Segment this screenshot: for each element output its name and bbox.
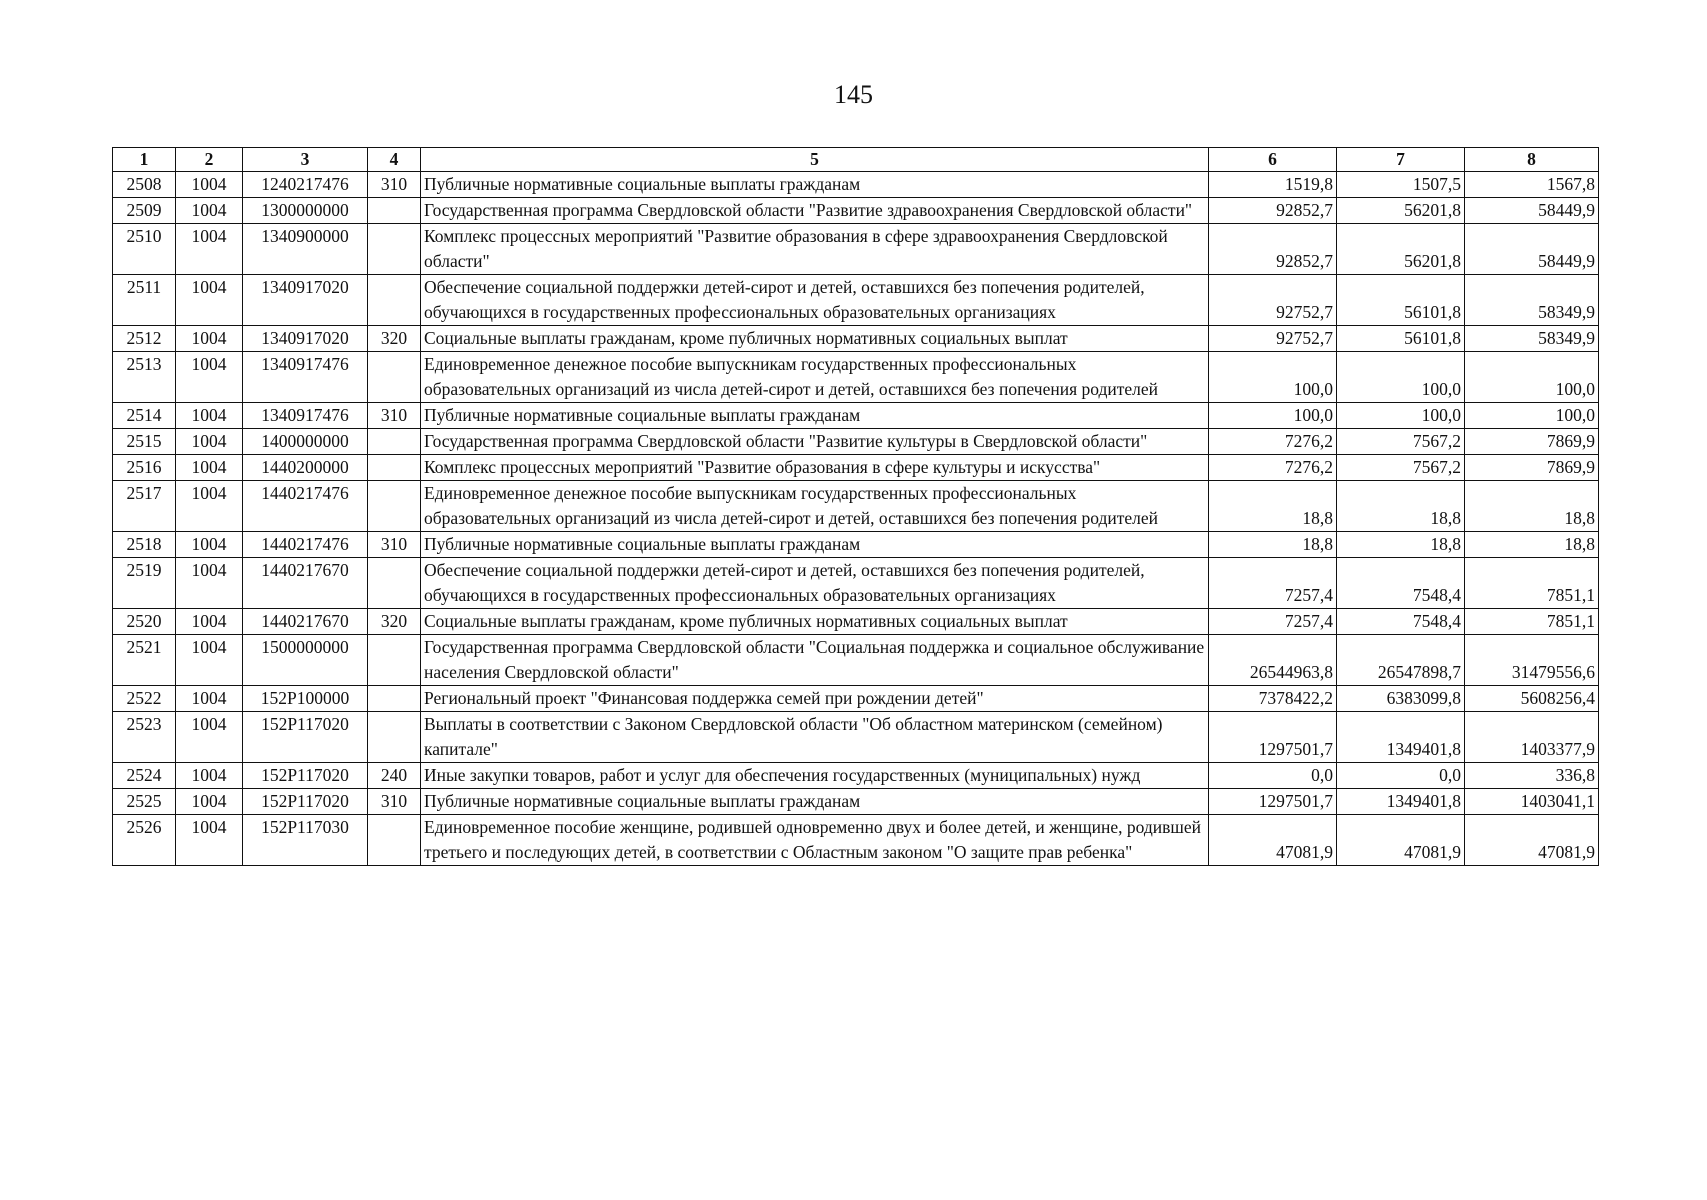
- amount-year-2-cell: 56101,8: [1337, 326, 1465, 352]
- table-row: [113, 403, 1599, 429]
- expense-type-cell: 310: [368, 789, 421, 815]
- section-code-cell: 1004: [176, 532, 243, 558]
- item-name-cell: Выплаты в соответствии с Законом Свердловской области "Об областном материнском (семейном) капитале": [421, 712, 1209, 763]
- table-row: [113, 609, 1599, 635]
- row-number-cell: 2516: [113, 455, 176, 481]
- amount-year-1-cell: 92752,7: [1209, 326, 1337, 352]
- amount-year-3-cell: 7851,1: [1465, 558, 1599, 609]
- amount-year-2-cell: 7567,2: [1337, 429, 1465, 455]
- item-name-cell: Единовременное денежное пособие выпускникам государственных профессиональных образовательных организаций из числа детей-сирот и детей, оставшихся без попечения родителей: [421, 352, 1209, 403]
- row-number-cell: 2525: [113, 789, 176, 815]
- expense-type-cell: 310: [368, 532, 421, 558]
- expense-type-cell: [368, 198, 421, 224]
- amount-year-2-cell: 47081,9: [1337, 815, 1465, 866]
- item-name-cell: Публичные нормативные социальные выплаты гражданам: [421, 532, 1209, 558]
- table-row: [113, 172, 1599, 198]
- header-col-4: 4: [368, 148, 421, 172]
- header-col-2: 2: [176, 148, 243, 172]
- amount-year-2-cell: 1349401,8: [1337, 789, 1465, 815]
- amount-year-2-cell: 1349401,8: [1337, 712, 1465, 763]
- header-col-6: 6: [1209, 148, 1337, 172]
- amount-year-3-cell: 47081,9: [1465, 815, 1599, 866]
- expense-type-cell: [368, 429, 421, 455]
- item-name-cell: Публичные нормативные социальные выплаты гражданам: [421, 403, 1209, 429]
- target-article-cell: 152P117030: [243, 815, 368, 866]
- amount-year-1-cell: 7276,2: [1209, 455, 1337, 481]
- target-article-cell: 152P100000: [243, 686, 368, 712]
- header-col-7: 7: [1337, 148, 1465, 172]
- amount-year-3-cell: 31479556,6: [1465, 635, 1599, 686]
- amount-year-1-cell: 7378422,2: [1209, 686, 1337, 712]
- amount-year-1-cell: 0,0: [1209, 763, 1337, 789]
- expense-type-cell: 240: [368, 763, 421, 789]
- row-number-cell: 2518: [113, 532, 176, 558]
- section-code-cell: 1004: [176, 172, 243, 198]
- amount-year-3-cell: 336,8: [1465, 763, 1599, 789]
- section-code-cell: 1004: [176, 481, 243, 532]
- amount-year-1-cell: 1297501,7: [1209, 712, 1337, 763]
- section-code-cell: 1004: [176, 712, 243, 763]
- target-article-cell: 1340917476: [243, 352, 368, 403]
- item-name-cell: Комплекс процессных мероприятий "Развитие образования в сфере культуры и искусства": [421, 455, 1209, 481]
- header-col-1: 1: [113, 148, 176, 172]
- section-code-cell: 1004: [176, 558, 243, 609]
- section-code-cell: 1004: [176, 635, 243, 686]
- amount-year-3-cell: 58349,9: [1465, 326, 1599, 352]
- item-name-cell: Социальные выплаты гражданам, кроме публичных нормативных социальных выплат: [421, 326, 1209, 352]
- target-article-cell: 152P117020: [243, 763, 368, 789]
- amount-year-2-cell: 7548,4: [1337, 609, 1465, 635]
- header-col-8: 8: [1465, 148, 1599, 172]
- amount-year-1-cell: 92752,7: [1209, 275, 1337, 326]
- amount-year-2-cell: 100,0: [1337, 403, 1465, 429]
- section-code-cell: 1004: [176, 763, 243, 789]
- amount-year-1-cell: 1297501,7: [1209, 789, 1337, 815]
- table-row: [113, 481, 1599, 532]
- amount-year-1-cell: 18,8: [1209, 532, 1337, 558]
- target-article-cell: 152P117020: [243, 712, 368, 763]
- row-number-cell: 2515: [113, 429, 176, 455]
- row-number-cell: 2523: [113, 712, 176, 763]
- amount-year-3-cell: 58449,9: [1465, 198, 1599, 224]
- target-article-cell: 1400000000: [243, 429, 368, 455]
- table-row: [113, 224, 1599, 275]
- section-code-cell: 1004: [176, 815, 243, 866]
- item-name-cell: Государственная программа Свердловской области "Развитие культуры в Свердловской области": [421, 429, 1209, 455]
- expense-type-cell: [368, 275, 421, 326]
- section-code-cell: 1004: [176, 429, 243, 455]
- section-code-cell: 1004: [176, 198, 243, 224]
- item-name-cell: Обеспечение социальной поддержки детей-сирот и детей, оставшихся без попечения родителей, обучающихся в государственных профессиональных образовательных организациях: [421, 558, 1209, 609]
- row-number-cell: 2526: [113, 815, 176, 866]
- amount-year-3-cell: 18,8: [1465, 532, 1599, 558]
- amount-year-1-cell: 47081,9: [1209, 815, 1337, 866]
- amount-year-3-cell: 5608256,4: [1465, 686, 1599, 712]
- expense-type-cell: [368, 686, 421, 712]
- table-row: [113, 429, 1599, 455]
- target-article-cell: 152P117020: [243, 789, 368, 815]
- amount-year-3-cell: 58449,9: [1465, 224, 1599, 275]
- amount-year-3-cell: 100,0: [1465, 403, 1599, 429]
- amount-year-1-cell: 1519,8: [1209, 172, 1337, 198]
- item-name-cell: Публичные нормативные социальные выплаты гражданам: [421, 789, 1209, 815]
- header-col-5: 5: [421, 148, 1209, 172]
- target-article-cell: 1440200000: [243, 455, 368, 481]
- amount-year-2-cell: 56201,8: [1337, 198, 1465, 224]
- amount-year-2-cell: 100,0: [1337, 352, 1465, 403]
- row-number-cell: 2509: [113, 198, 176, 224]
- expense-type-cell: [368, 712, 421, 763]
- table-header-row: [113, 148, 1599, 172]
- amount-year-3-cell: 1567,8: [1465, 172, 1599, 198]
- expense-type-cell: [368, 455, 421, 481]
- amount-year-3-cell: 1403377,9: [1465, 712, 1599, 763]
- target-article-cell: 1340917020: [243, 326, 368, 352]
- item-name-cell: Социальные выплаты гражданам, кроме публичных нормативных социальных выплат: [421, 609, 1209, 635]
- target-article-cell: 1240217476: [243, 172, 368, 198]
- table-row: [113, 198, 1599, 224]
- section-code-cell: 1004: [176, 686, 243, 712]
- table-row: [113, 763, 1599, 789]
- expense-type-cell: 310: [368, 403, 421, 429]
- row-number-cell: 2524: [113, 763, 176, 789]
- table-row: [113, 326, 1599, 352]
- item-name-cell: Иные закупки товаров, работ и услуг для обеспечения государственных (муниципальных) нужд: [421, 763, 1209, 789]
- amount-year-1-cell: 100,0: [1209, 352, 1337, 403]
- budget-table: [112, 147, 1599, 866]
- expense-type-cell: [368, 224, 421, 275]
- table-row: [113, 532, 1599, 558]
- amount-year-1-cell: 7276,2: [1209, 429, 1337, 455]
- table-row: [113, 815, 1599, 866]
- section-code-cell: 1004: [176, 455, 243, 481]
- target-article-cell: 1340900000: [243, 224, 368, 275]
- target-article-cell: 1300000000: [243, 198, 368, 224]
- amount-year-1-cell: 100,0: [1209, 403, 1337, 429]
- table-row: [113, 558, 1599, 609]
- section-code-cell: 1004: [176, 403, 243, 429]
- target-article-cell: 1440217476: [243, 481, 368, 532]
- page-number: 145: [834, 80, 873, 109]
- amount-year-2-cell: 26547898,7: [1337, 635, 1465, 686]
- section-code-cell: 1004: [176, 609, 243, 635]
- amount-year-2-cell: 18,8: [1337, 481, 1465, 532]
- expense-type-cell: [368, 635, 421, 686]
- row-number-cell: 2521: [113, 635, 176, 686]
- expense-type-cell: 320: [368, 326, 421, 352]
- expense-type-cell: [368, 481, 421, 532]
- item-name-cell: Комплекс процессных мероприятий "Развитие образования в сфере здравоохранения Свердловской области": [421, 224, 1209, 275]
- amount-year-1-cell: 26544963,8: [1209, 635, 1337, 686]
- amount-year-2-cell: 0,0: [1337, 763, 1465, 789]
- row-number-cell: 2512: [113, 326, 176, 352]
- amount-year-2-cell: 7548,4: [1337, 558, 1465, 609]
- section-code-cell: 1004: [176, 789, 243, 815]
- amount-year-2-cell: 7567,2: [1337, 455, 1465, 481]
- table-row: [113, 275, 1599, 326]
- target-article-cell: 1500000000: [243, 635, 368, 686]
- item-name-cell: Региональный проект "Финансовая поддержка семей при рождении детей": [421, 686, 1209, 712]
- amount-year-2-cell: 1507,5: [1337, 172, 1465, 198]
- row-number-cell: 2520: [113, 609, 176, 635]
- amount-year-3-cell: 58349,9: [1465, 275, 1599, 326]
- row-number-cell: 2517: [113, 481, 176, 532]
- amount-year-3-cell: 100,0: [1465, 352, 1599, 403]
- expense-type-cell: 320: [368, 609, 421, 635]
- amount-year-3-cell: 18,8: [1465, 481, 1599, 532]
- section-code-cell: 1004: [176, 352, 243, 403]
- amount-year-1-cell: 7257,4: [1209, 609, 1337, 635]
- amount-year-1-cell: 92852,7: [1209, 198, 1337, 224]
- header-col-3: 3: [243, 148, 368, 172]
- target-article-cell: 1440217670: [243, 558, 368, 609]
- row-number-cell: 2513: [113, 352, 176, 403]
- amount-year-3-cell: 1403041,1: [1465, 789, 1599, 815]
- section-code-cell: 1004: [176, 275, 243, 326]
- amount-year-1-cell: 7257,4: [1209, 558, 1337, 609]
- table-row: [113, 635, 1599, 686]
- amount-year-2-cell: 56201,8: [1337, 224, 1465, 275]
- amount-year-3-cell: 7869,9: [1465, 429, 1599, 455]
- table-row: [113, 352, 1599, 403]
- amount-year-3-cell: 7851,1: [1465, 609, 1599, 635]
- table-row: [113, 712, 1599, 763]
- expense-type-cell: [368, 815, 421, 866]
- row-number-cell: 2508: [113, 172, 176, 198]
- amount-year-1-cell: 92852,7: [1209, 224, 1337, 275]
- row-number-cell: 2519: [113, 558, 176, 609]
- row-number-cell: 2514: [113, 403, 176, 429]
- amount-year-1-cell: 18,8: [1209, 481, 1337, 532]
- amount-year-3-cell: 7869,9: [1465, 455, 1599, 481]
- section-code-cell: 1004: [176, 326, 243, 352]
- expense-type-cell: 310: [368, 172, 421, 198]
- row-number-cell: 2510: [113, 224, 176, 275]
- table-row: [113, 686, 1599, 712]
- row-number-cell: 2511: [113, 275, 176, 326]
- target-article-cell: 1340917020: [243, 275, 368, 326]
- section-code-cell: 1004: [176, 224, 243, 275]
- amount-year-2-cell: 56101,8: [1337, 275, 1465, 326]
- item-name-cell: Государственная программа Свердловской области "Развитие здравоохранения Свердловской области": [421, 198, 1209, 224]
- target-article-cell: 1340917476: [243, 403, 368, 429]
- item-name-cell: Публичные нормативные социальные выплаты гражданам: [421, 172, 1209, 198]
- item-name-cell: Государственная программа Свердловской области "Социальная поддержка и социальное обслуживание населения Свердловской области": [421, 635, 1209, 686]
- item-name-cell: Единовременное пособие женщине, родившей одновременно двух и более детей, и женщине, родившей третьего и последующих детей, в соответствии с Областным законом "О защите прав ребенка": [421, 815, 1209, 866]
- target-article-cell: 1440217670: [243, 609, 368, 635]
- table-body: [113, 172, 1599, 866]
- expense-type-cell: [368, 558, 421, 609]
- row-number-cell: 2522: [113, 686, 176, 712]
- table-row: [113, 789, 1599, 815]
- table-row: [113, 455, 1599, 481]
- target-article-cell: 1440217476: [243, 532, 368, 558]
- amount-year-2-cell: 6383099,8: [1337, 686, 1465, 712]
- expense-type-cell: [368, 352, 421, 403]
- item-name-cell: Единовременное денежное пособие выпускникам государственных профессиональных образовательных организаций из числа детей-сирот и детей, оставшихся без попечения родителей: [421, 481, 1209, 532]
- amount-year-2-cell: 18,8: [1337, 532, 1465, 558]
- item-name-cell: Обеспечение социальной поддержки детей-сирот и детей, оставшихся без попечения родителей, обучающихся в государственных профессиональных образовательных организациях: [421, 275, 1209, 326]
